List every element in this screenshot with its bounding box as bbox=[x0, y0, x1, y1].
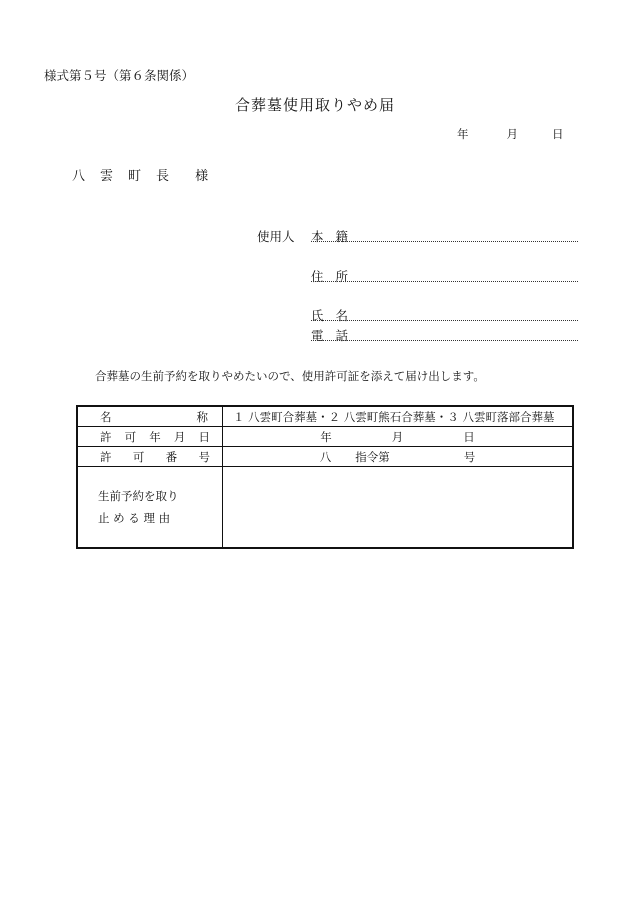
field-label-char: 話 bbox=[335, 328, 349, 343]
date-line bbox=[457, 126, 564, 142]
addressee-char: 町 bbox=[128, 169, 142, 184]
permit-year-unit: 年 bbox=[320, 429, 332, 444]
table-row-permit-number bbox=[77, 447, 573, 467]
registered-domicile-field[interactable] bbox=[311, 241, 578, 242]
field-label-phone bbox=[311, 326, 360, 344]
permit-date-label bbox=[77, 427, 223, 447]
permit-number-label bbox=[77, 447, 223, 467]
label-char: 日 bbox=[198, 429, 210, 444]
label-char: 名 bbox=[100, 409, 112, 424]
permit-number-prefix: 八 bbox=[319, 449, 332, 464]
document-title: 合葬墓使用取りやめ届 bbox=[234, 96, 395, 114]
date-day: 日 bbox=[552, 127, 564, 141]
permit-number-middle: 指令第 bbox=[355, 449, 390, 464]
addressee bbox=[72, 165, 223, 184]
phone-field[interactable] bbox=[311, 340, 578, 341]
form-number: 様式第５号（第６条関係） bbox=[44, 68, 195, 83]
declaration-text: 合葬墓の生前予約を取りやめたいので、使用許可証を添えて届け出します。 bbox=[95, 369, 485, 383]
reason-label-line: 止 め る 理 由 bbox=[98, 511, 171, 525]
field-label-char: 氏 bbox=[311, 308, 324, 323]
field-label-char: 本 bbox=[311, 229, 324, 244]
reason-field[interactable] bbox=[223, 467, 574, 549]
field-label-address bbox=[311, 267, 360, 285]
permit-month-unit: 月 bbox=[391, 429, 404, 444]
field-label-char: 電 bbox=[311, 328, 324, 343]
field-label-registered-domicile bbox=[311, 227, 360, 245]
label-char: 称 bbox=[196, 409, 208, 424]
table-row-reason bbox=[77, 467, 573, 549]
label-char: 月 bbox=[173, 429, 186, 444]
name-label bbox=[77, 406, 223, 427]
permit-number-field[interactable] bbox=[223, 447, 574, 467]
label-char: 許 bbox=[100, 429, 112, 444]
addressee-char: 八 bbox=[72, 169, 86, 184]
field-label-char: 住 bbox=[311, 269, 324, 284]
reason-label bbox=[77, 467, 223, 549]
addressee-honorific: 様 bbox=[195, 169, 209, 184]
date-month: 月 bbox=[506, 127, 518, 141]
field-label-char: 所 bbox=[335, 269, 349, 284]
date-year: 年 bbox=[457, 127, 469, 141]
label-char: 可 bbox=[124, 429, 137, 444]
permit-date-field[interactable] bbox=[223, 427, 574, 447]
table-row-name bbox=[77, 406, 573, 427]
addressee-char: 長 bbox=[156, 169, 170, 184]
address-field[interactable] bbox=[311, 281, 578, 282]
field-label-name bbox=[311, 306, 360, 324]
field-label-char: 籍 bbox=[335, 229, 349, 244]
label-char: 許 bbox=[100, 449, 112, 464]
form-table bbox=[76, 405, 574, 549]
label-char: 年 bbox=[149, 429, 161, 444]
cemetery-name-value[interactable]: １ 八雲町合葬墓・２ 八雲町熊石合葬墓・３ 八雲町落部合葬墓 bbox=[223, 406, 574, 427]
label-char: 号 bbox=[198, 449, 210, 464]
reason-label-line: 生前予約を取り bbox=[98, 489, 179, 503]
applicant-label: 使用人 bbox=[257, 229, 295, 244]
table-row-permit-date bbox=[77, 427, 573, 447]
addressee-char: 雲 bbox=[100, 169, 114, 184]
permit-day-unit: 日 bbox=[463, 429, 475, 444]
label-char: 番 bbox=[165, 449, 178, 464]
label-char: 可 bbox=[132, 449, 145, 464]
name-field[interactable] bbox=[311, 320, 578, 321]
permit-number-suffix: 号 bbox=[463, 449, 476, 464]
field-label-char: 名 bbox=[335, 308, 349, 323]
